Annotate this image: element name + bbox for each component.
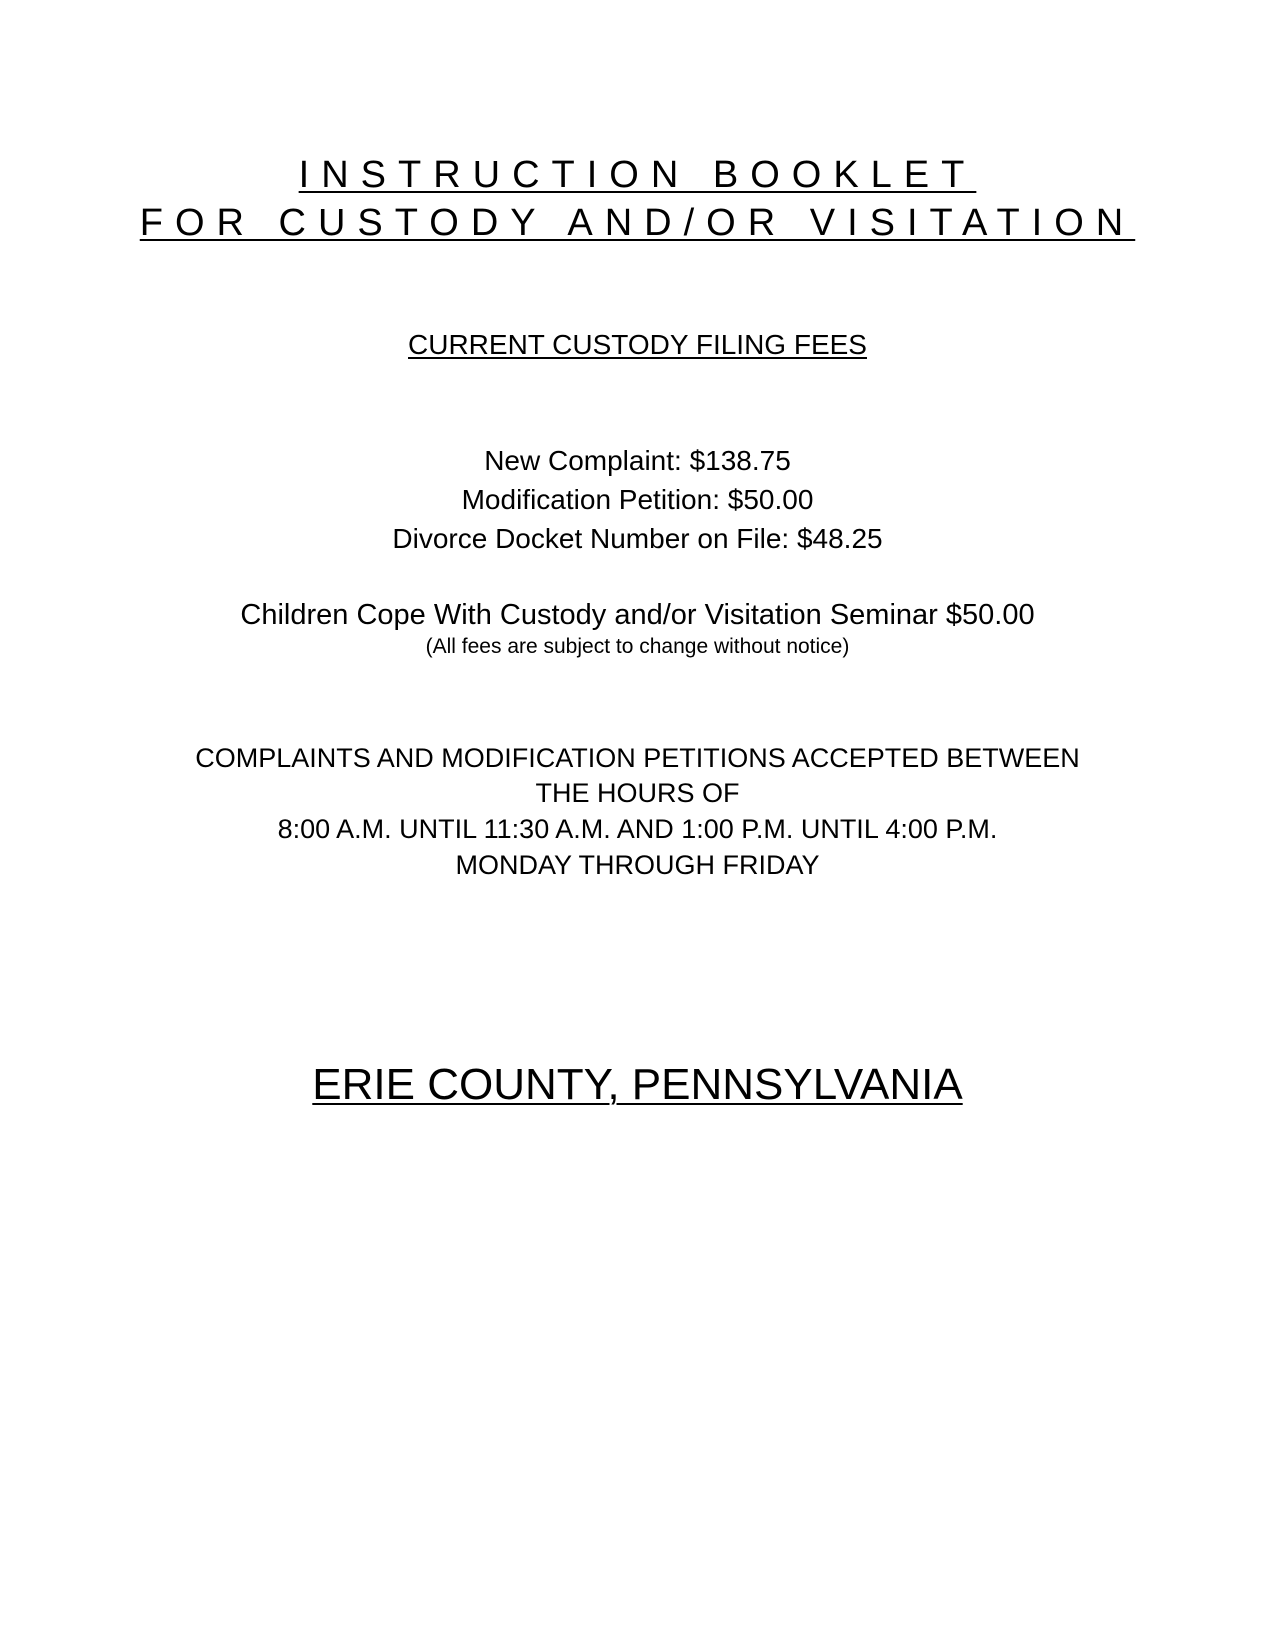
county-name: ERIE COUNTY, PENNSYLVANIA: [312, 1060, 963, 1109]
hours-line-3: 8:00 A.M. UNTIL 11:30 A.M. AND 1:00 P.M. UNTIL 4:00 P.M.: [277, 814, 998, 844]
hours-line-4: MONDAY THROUGH FRIDAY: [455, 850, 820, 880]
fee-new-complaint: New Complaint: $138.75: [484, 445, 791, 476]
booklet-title-line-2: FOR CUSTODY AND/OR VISITATION: [139, 202, 1136, 244]
booklet-title-line-1: INSTRUCTION BOOKLET: [298, 154, 977, 196]
fee-modification-petition: Modification Petition: $50.00: [461, 484, 814, 515]
seminar-fee: Children Cope With Custody and/or Visitation Seminar $50.00: [240, 599, 1035, 631]
hours-line-2: THE HOURS OF: [535, 778, 740, 808]
fee-change-note: (All fees are subject to change without notice): [425, 635, 850, 658]
hours-line-1: COMPLAINTS AND MODIFICATION PETITIONS ACCEPTED BETWEEN: [195, 743, 1080, 773]
fees-heading: CURRENT CUSTODY FILING FEES: [408, 329, 867, 360]
fee-divorce-docket: Divorce Docket Number on File: $48.25: [392, 523, 883, 554]
